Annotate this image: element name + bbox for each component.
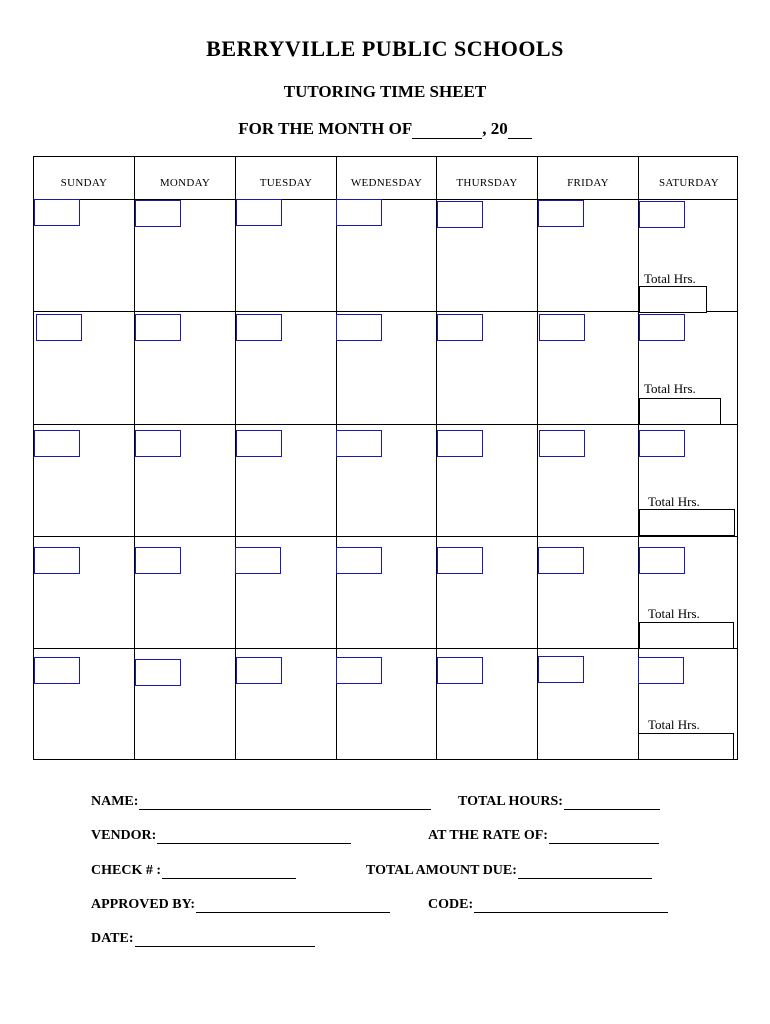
total-hrs-field[interactable]: [639, 622, 734, 649]
month-line: [0, 119, 770, 139]
date-field[interactable]: [34, 547, 80, 574]
page-title: BERRYVILLE PUBLIC SCHOOLS: [206, 36, 564, 61]
total-hrs-label: Total Hrs.: [644, 381, 696, 396]
date-field[interactable]: [236, 314, 282, 341]
date-field[interactable]: [34, 199, 80, 226]
vendor-label: VENDOR:: [91, 828, 157, 843]
date-field[interactable]: [538, 200, 584, 227]
approved-label: APPROVED BY:: [91, 897, 196, 912]
date-field[interactable]: [34, 657, 80, 684]
check-field[interactable]: [162, 864, 296, 879]
date-field[interactable]: [336, 314, 382, 341]
date-field[interactable]: [437, 547, 483, 574]
approved-line: [91, 897, 390, 913]
amount-due-label: TOTAL AMOUNT DUE:: [366, 863, 517, 878]
total-hrs-field[interactable]: [639, 286, 707, 313]
total-hrs-label: Total Hrs.: [648, 606, 700, 621]
date-sign-field[interactable]: [135, 932, 315, 947]
code-field[interactable]: [474, 898, 668, 913]
year-prefix: , 20: [482, 119, 508, 138]
date-field[interactable]: [34, 430, 80, 457]
day-header-sunday: SUNDAY: [60, 177, 108, 189]
rate-label: AT THE RATE OF:: [428, 828, 548, 843]
amount-due-line: [366, 863, 652, 879]
date-field[interactable]: [135, 200, 181, 227]
name-label: NAME:: [91, 794, 139, 809]
date-field[interactable]: [135, 659, 181, 686]
date-field[interactable]: [236, 199, 282, 226]
code-label: CODE:: [428, 897, 474, 912]
check-line: [91, 863, 296, 879]
date-field[interactable]: [639, 314, 685, 341]
total-hrs-field[interactable]: [639, 509, 735, 536]
date-field[interactable]: [437, 314, 483, 341]
page-subtitle: TUTORING TIME SHEET: [283, 82, 487, 101]
name-line: [91, 794, 431, 810]
date-field[interactable]: [639, 430, 685, 457]
date-field[interactable]: [437, 430, 483, 457]
approved-field[interactable]: [196, 898, 390, 913]
vendor-field[interactable]: [157, 829, 351, 844]
day-header-saturday: SATURDAY: [658, 177, 720, 189]
date-field[interactable]: [639, 547, 685, 574]
total-hrs-field[interactable]: [638, 733, 734, 760]
total-hrs-label: Total Hrs.: [644, 271, 696, 286]
row-divider: [34, 311, 737, 312]
date-field[interactable]: [135, 547, 181, 574]
calendar-grid: [33, 156, 738, 760]
total-hrs-label: Total Hrs.: [648, 717, 700, 732]
date-label: DATE:: [91, 931, 134, 946]
date-field[interactable]: [135, 314, 181, 341]
day-header-wednesday: WEDNESDAY: [350, 177, 423, 189]
name-field[interactable]: [139, 795, 431, 810]
date-field[interactable]: [538, 656, 584, 683]
date-field[interactable]: [36, 314, 82, 341]
rate-field[interactable]: [549, 829, 659, 844]
day-header-monday: MONDAY: [159, 177, 211, 189]
month-blank[interactable]: [412, 124, 482, 139]
amount-due-field[interactable]: [518, 864, 652, 879]
year-blank[interactable]: [508, 124, 532, 139]
total-hrs-label: Total Hrs.: [648, 494, 700, 509]
day-header-tuesday: TUESDAY: [259, 177, 313, 189]
date-field[interactable]: [538, 547, 584, 574]
date-field[interactable]: [236, 430, 282, 457]
date-field[interactable]: [539, 430, 585, 457]
code-line: [428, 897, 668, 913]
total-hrs-field[interactable]: [639, 398, 721, 425]
total-hours-label: TOTAL HOURS:: [458, 794, 563, 809]
rate-line: [428, 828, 659, 844]
date-field[interactable]: [135, 430, 181, 457]
vendor-line: [91, 828, 351, 844]
total-hours-field[interactable]: [564, 795, 660, 810]
check-label: CHECK # :: [91, 863, 161, 878]
day-header-friday: FRIDAY: [567, 177, 609, 189]
date-field[interactable]: [336, 430, 382, 457]
total-hours-line: [458, 794, 660, 810]
day-header-thursday: THURSDAY: [456, 177, 518, 189]
date-line: [91, 931, 315, 947]
date-field[interactable]: [336, 547, 382, 574]
date-field[interactable]: [236, 657, 282, 684]
date-field[interactable]: [437, 657, 483, 684]
row-divider: [34, 536, 737, 537]
row-divider: [34, 648, 737, 649]
month-prefix: FOR THE MONTH OF: [238, 119, 413, 138]
date-field[interactable]: [437, 201, 483, 228]
date-field[interactable]: [639, 201, 685, 228]
date-field[interactable]: [336, 657, 382, 684]
date-field[interactable]: [336, 199, 382, 226]
date-field[interactable]: [235, 547, 281, 574]
date-field[interactable]: [638, 657, 684, 684]
row-divider: [34, 424, 737, 425]
date-field[interactable]: [539, 314, 585, 341]
